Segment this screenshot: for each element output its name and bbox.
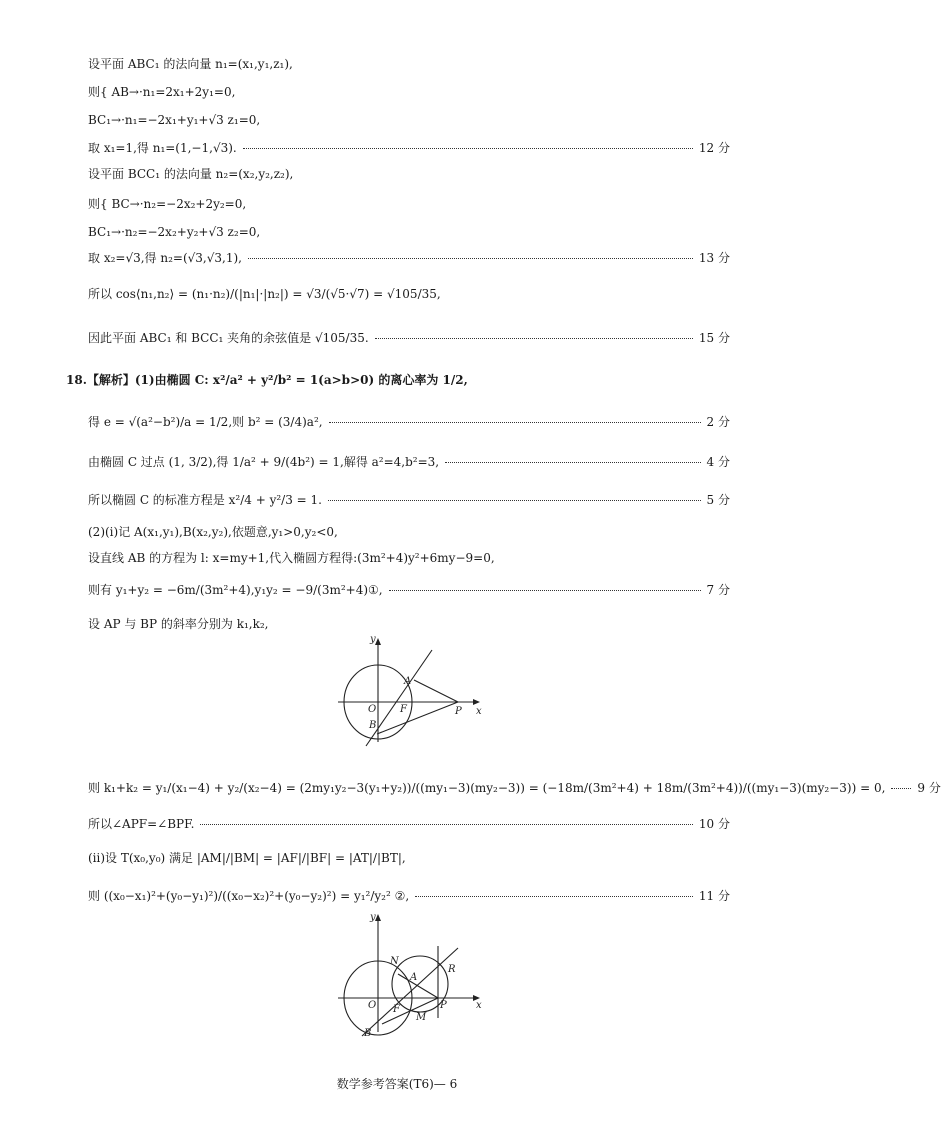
score-mark: 11 分 [698,889,730,903]
text-line: 取 x₁=1,得 n₁=(1,−1,√3). 12 分 [88,141,730,155]
label-f: F [393,1004,400,1015]
label-y: y [370,634,376,645]
dot-leader [389,590,701,591]
text-line: 取 x₂=√3,得 n₂=(√3,√3,1), 13 分 [88,251,730,265]
label-x: x [476,1000,482,1011]
text-line: (2)(ⅰ)记 A(x₁,y₁),B(x₂,y₂),依题意,y₁>0,y₂<0, [88,525,338,539]
label-p: P [440,1000,447,1011]
score-mark: 2 分 [706,415,730,429]
text-line: 由椭圆 C 过点 (1, 3/2),得 1/a² + 9/(4b²) = 1,解得 a²=4,b²=3, 4 分 [88,455,730,469]
text-line: 设平面 ABC₁ 的法向量 n₁=(x₁,y₁,z₁), [88,57,293,71]
score-mark: 5 分 [706,493,730,507]
text-line: 设平面 BCC₁ 的法向量 n₂=(x₂,y₂,z₂), [88,167,294,181]
dot-leader [248,258,693,259]
line-ap [398,974,438,998]
dot-leader [328,500,701,501]
label-y: y [370,912,376,923]
text-line: 则有 y₁+y₂ = −6m/(3m²+4),y₁y₂ = −9/(3m²+4)①, 7 分 [88,583,730,597]
text-line: BC₁→·n₁=−2x₁+y₁+√3 z₁=0, [88,113,261,127]
label-b: B [364,1028,372,1039]
ellipse-figure-1 [330,630,490,750]
label-o: O [368,704,377,715]
label-a: A [404,676,412,687]
text-line: 所以∠APF=∠BPF. 10 分 [88,817,730,831]
label-a: A [410,972,418,983]
dot-leader [200,824,693,825]
text-line: (ⅱ)设 T(x₀,y₀) 满足 |AM|/|BM| = |AF|/|BF| = |AT|/|BT|, [88,851,406,865]
line-ap [414,680,458,702]
score-mark: 4 分 [706,455,730,469]
text-line: 设 AP 与 BP 的斜率分别为 k₁,k₂, [88,617,269,631]
text-line: 所以 cos⟨n₁,n₂⟩ = (n₁·n₂)/(|n₁|·|n₂|) = √3/(√5·√7) = √105/35, [88,287,441,301]
score-mark: 12 分 [698,141,730,155]
text-line: 因此平面 ABC₁ 和 BCC₁ 夹角的余弦值是 √105/35. 15 分 [88,331,730,345]
text-line: 则{ AB→·n₁=2x₁+2y₁=0, [88,85,236,99]
text-line: BC₁→·n₂=−2x₂+y₂+√3 z₂=0, [88,225,261,239]
label-o: O [368,1000,377,1011]
text-line: 设直线 AB 的方程为 l: x=my+1,代入椭圆方程得:(3m²+4)y²+6my−9=0, [88,551,495,565]
dot-leader [415,896,693,897]
label-r: R [448,964,456,975]
score-mark: 9 分 [917,781,941,795]
dot-leader [375,338,693,339]
question-heading: 18.【解析】(1)由椭圆 C: x²/a² + y²/b² = 1(a>b>0) 的离心率为 1/2, [66,373,468,387]
line-bp [382,998,438,1024]
text-line: 则{ BC→·n₂=−2x₂+2y₂=0, [88,197,247,211]
label-p: P [455,706,462,717]
text-line: 得 e = √(a²−b²)/a = 1/2,则 b² = (3/4)a², 2 分 [88,415,730,429]
label-n: N [390,956,399,967]
dot-leader [445,462,700,463]
label-b: B [369,720,377,731]
dot-leader [329,422,701,423]
score-mark: 10 分 [698,817,730,831]
ellipse-figure-2 [330,908,490,1040]
text-line: 则 ((x₀−x₁)²+(y₀−y₁)²)/((x₀−x₂)²+(y₀−y₂)²) = y₁²/y₂² ②, 11 分 [88,889,730,903]
text-line: 则 k₁+k₂ = y₁/(x₁−4) + y₂/(x₂−4) = (2my₁y₂−3(y₁+y₂))/((my₁−3)(my₂−3)) = (−18m/(3m²+4) + 18m/(3m²+4))/((my₁−3)(my₂−3)) = 0, 9 分 [88,781,941,795]
dot-leader [891,788,911,789]
score-mark: 7 分 [706,583,730,597]
text-line [66,372,730,388]
page-footer: 数学参考答案(T6)— 6 [336,1077,458,1091]
label-x: x [476,706,482,717]
text-line: 所以椭圆 C 的标准方程是 x²/4 + y²/3 = 1. 5 分 [88,493,730,507]
score-mark: 13 分 [698,251,730,265]
label-m: M [416,1012,427,1023]
label-f: F [400,704,407,715]
line-bp [377,702,458,734]
dot-leader [243,148,693,149]
score-mark: 15 分 [698,331,730,345]
